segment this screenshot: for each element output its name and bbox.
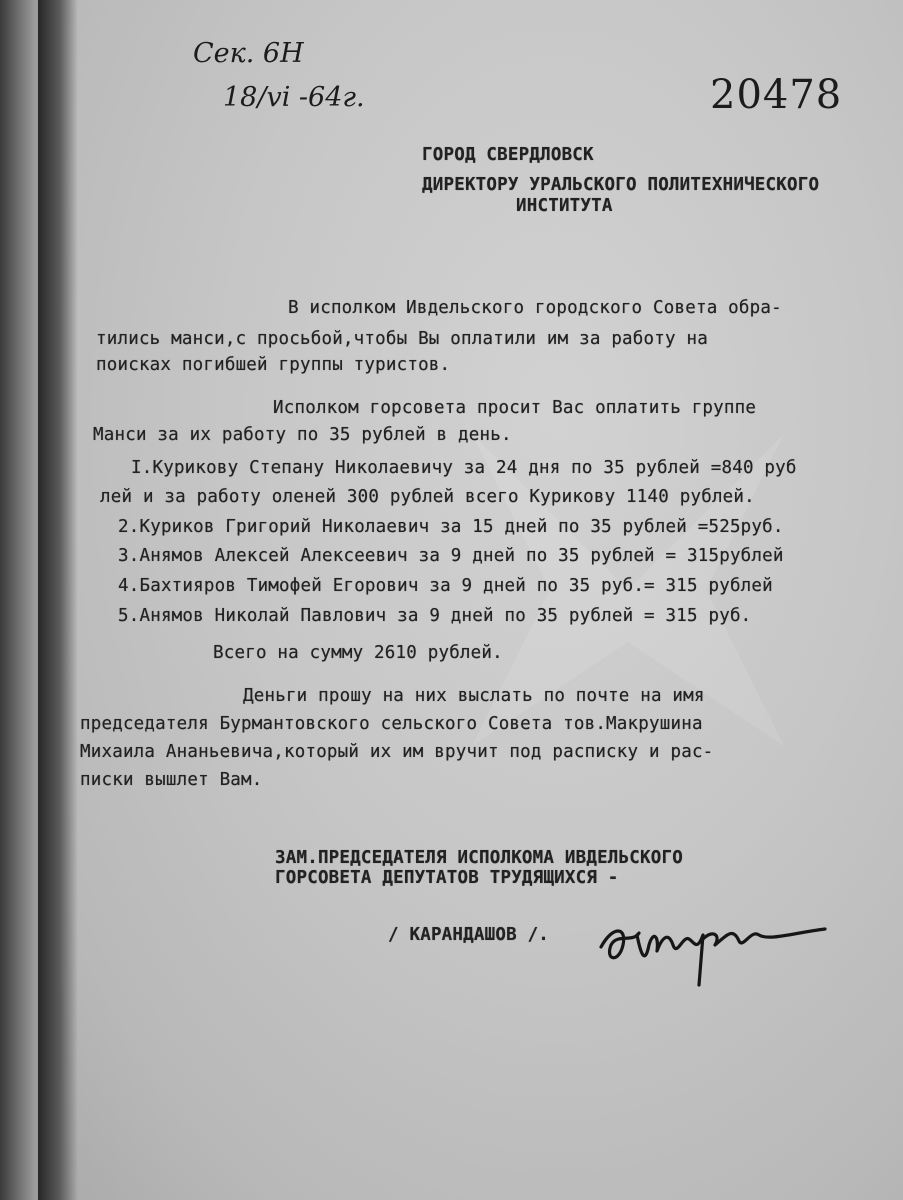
handwritten-signature (593, 905, 833, 995)
paragraph-3-line-3: Михаила Ананьевича,который их им вручит под расписку и рас- (80, 742, 714, 762)
list-item: I.Курикову Степану Николаевичу за 24 дня по 35 рублей =840 руб (131, 458, 797, 478)
paragraph-3-line-1: Деньги прошу на них выслать по почте на имя (243, 686, 705, 706)
total-sum: Всего на сумму 2610 рублей. (213, 643, 503, 663)
binding-shadow (38, 0, 78, 1200)
list-item: 4.Бахтияров Тимофей Егорович за 9 дней по 35 руб.= 315 рублей (118, 576, 773, 596)
handwritten-date: 18/vi -64г. (223, 82, 365, 113)
list-item: 2.Куриков Григорий Николаевич за 15 дней по 35 рублей =525руб. (118, 517, 784, 537)
list-item: 5.Анямов Николай Павлович за 9 дней по 35 рублей = 315 руб. (118, 606, 752, 626)
paragraph-1-line-2: тились манси,с просьбой,чтобы Вы оплатили им за работу на (96, 329, 708, 349)
list-item: лей и за работу оленей 300 рублей всего Курикову 1140 рублей. (100, 487, 755, 507)
header-city: ГОРОД СВЕРДЛОВСК (422, 145, 594, 165)
header-addressee-line2: ИНСТИТУТА (516, 196, 613, 216)
signatory-name: / КАРАНДАШОВ /. (388, 925, 550, 945)
list-item: 3.Анямов Алексей Алексеевич за 9 дней по 35 рублей = 315рублей (118, 546, 784, 566)
handwritten-archive-ref: Сек. 6Н (193, 38, 304, 69)
paragraph-3-line-2: председателя Бурмантовского сельского Совета тов.Макрушина (80, 714, 703, 734)
signatory-title-line1: ЗАМ.ПРЕДСЕДАТЕЛЯ ИСПОЛКОМА ИВДЕЛЬСКОГО (275, 848, 683, 868)
signatory-title-line2: ГОРСОВЕТА ДЕПУТАТОВ ТРУДЯЩИХСЯ - (275, 868, 619, 888)
header-addressee-line1: ДИРЕКТОРУ УРАЛЬСКОГО ПОЛИТЕХНИЧЕСКОГО (422, 175, 820, 195)
paragraph-3-line-4: писки вышлет Вам. (80, 770, 263, 790)
paragraph-2-line-2: Манси за их работу по 35 рублей в день. (93, 425, 512, 445)
handwritten-number: 20478 (710, 72, 843, 118)
paragraph-2-line-1: Исполком горсовета просит Вас оплатить группе (273, 398, 757, 418)
document-page (38, 0, 903, 1200)
paragraph-1-line-1: В исполком Ивдельского городского Совета обра- (288, 298, 782, 318)
paragraph-1-line-3: поисках погибшей группы туристов. (96, 355, 451, 375)
